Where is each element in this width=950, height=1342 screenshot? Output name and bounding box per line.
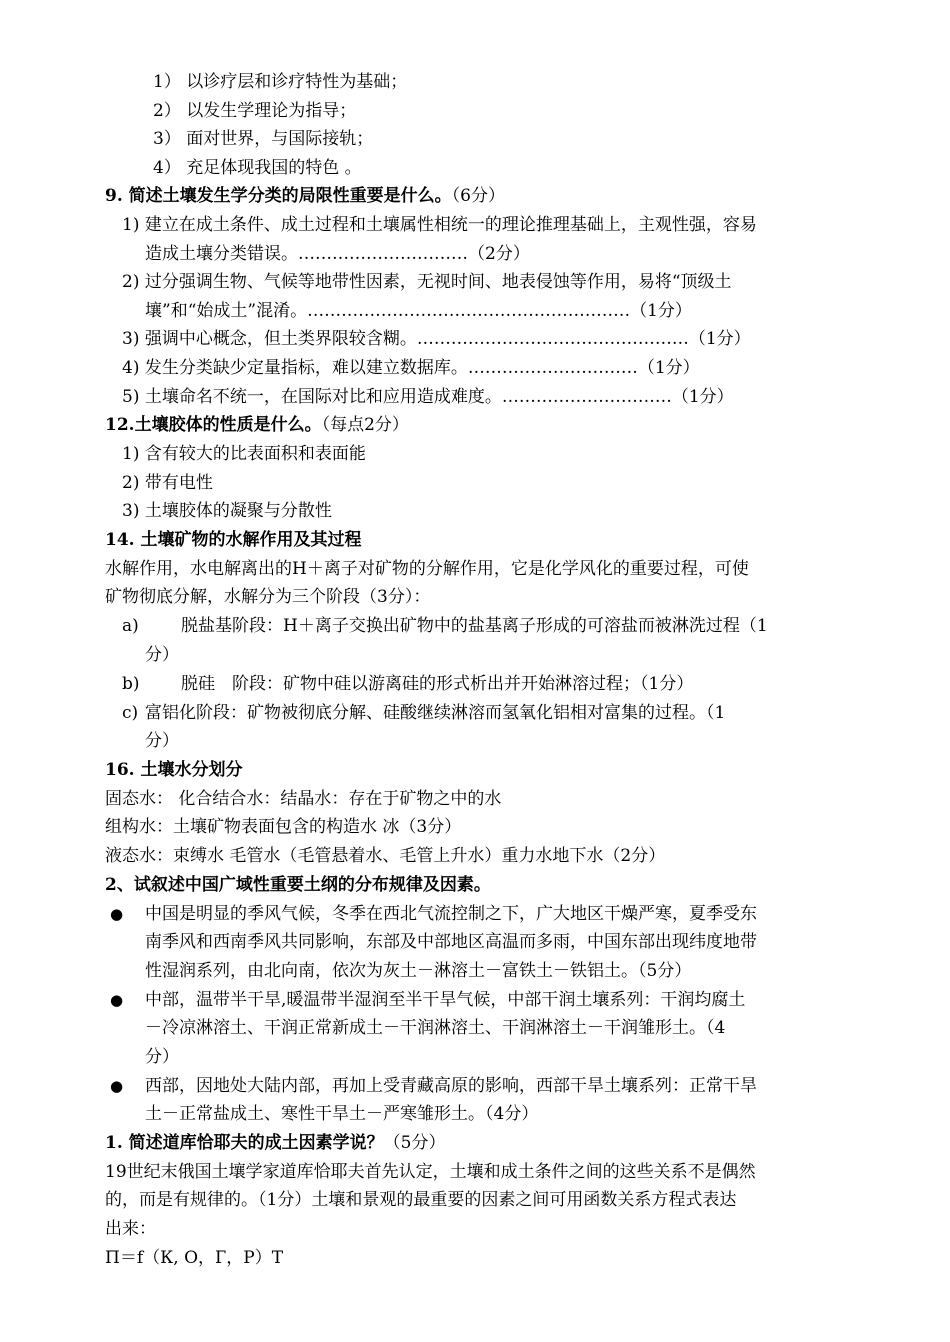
- q1-line: 的，而是有规律的。（1分）土壤和景观的最重要的因素之间可用函数关系方程式表达: [105, 1190, 737, 1210]
- question-1-heading: [105, 1129, 446, 1157]
- q9-item-2-line: 2) 过分强调生物、气候等地带性因素，无视时间、地表侵蚀等作用，易将“顶级土: [122, 272, 732, 292]
- q14-stage-c-line: 分）: [145, 731, 179, 751]
- question-12-heading: [105, 411, 409, 439]
- bullet-icon: ●: [110, 905, 124, 923]
- q9-item-5: 5) 土壤命名不统一，在国际对比和应用造成难度。…………………………（1分）: [122, 387, 734, 407]
- question-1-title: 1. 简述道库恰耶夫的成土因素学说？: [105, 1133, 384, 1153]
- intro-list-item: 3） 面对世界，与国际接轨；: [153, 129, 374, 149]
- q2-bullet-1-line: 中国是明显的季风气候，冬季在西北气流控制之下，广大地区干燥严寒，夏季受东: [145, 904, 757, 924]
- q14-stage-a-marker: a): [122, 616, 139, 636]
- intro-list-item: 1） 以诊疗层和诊疗特性为基础；: [153, 72, 408, 92]
- question-16-title: 16. 土壤水分划分: [105, 760, 243, 780]
- q1-line: 出来：: [105, 1219, 156, 1239]
- q1-line: 19世纪末俄国土壤学家道库恰耶夫首先认定，土壤和成土条件之间的这些关系不是偶然: [105, 1162, 756, 1182]
- question-9-heading: [105, 182, 505, 210]
- intro-list-item: 4） 充足体现我国的特色 。: [153, 158, 362, 178]
- question-12-score: （每点2分）: [321, 415, 409, 435]
- q14-intro-line: 矿物彻底分解，水解分为三个阶段（3分）：: [105, 587, 431, 607]
- q14-stage-c-marker: c): [122, 703, 139, 723]
- question-1-score: （5分）: [383, 1133, 446, 1153]
- q2-bullet-1-line: 性湿润系列，由北向南，依次为灰土－淋溶土－富铁土－铁铝土。（5分）: [145, 961, 692, 981]
- q9-item-4: 4) 发生分类缺少定量指标，难以建立数据库。…………………………（1分）: [122, 358, 700, 378]
- q16-line: 液态水：束缚水 毛管水（毛管悬着水、毛管上升水）重力水地下水（2分）: [105, 846, 666, 866]
- q14-stage-b-marker: b): [122, 674, 140, 694]
- q9-item-1-line: 1) 建立在成土条件、成土过程和土壤属性相统一的理论推理基础上，主观性强，容易: [122, 215, 757, 235]
- q12-item: 1) 含有较大的比表面积和表面能: [122, 444, 366, 464]
- q9-item-2-line: 壤”和“始成土”混淆。…………………………………………………（1分）: [145, 301, 692, 321]
- q12-item: 2) 带有电性: [122, 473, 213, 493]
- bullet-icon: ●: [110, 991, 124, 1009]
- q2-bullet-2-line: －冷凉淋溶土、干润正常新成土－干润淋溶土、干润淋溶土－干润雏形土。（4: [145, 1018, 726, 1038]
- q9-item-3: 3) 强调中心概念，但土类界限较含糊。…………………………………………（1分）: [122, 329, 751, 349]
- intro-list-item: 2） 以发生学理论为指导；: [153, 101, 357, 121]
- q2-bullet-2-line: 分）: [145, 1047, 179, 1067]
- q16-line: 固态水： 化合结合水：结晶水：存在于矿物之中的水: [105, 789, 502, 809]
- bullet-icon: ●: [110, 1077, 124, 1095]
- q14-stage-b-line: 脱硅 阶段：矿物中硅以游离硅的形式析出并开始淋溶过程；（1分）: [181, 674, 694, 694]
- question-12-title: 12.土壤胶体的性质是什么。: [105, 415, 322, 435]
- q14-stage-c-line: 富铝化阶段：矿物被彻底分解、硅酸继续淋溶而氢氧化铝相对富集的过程。（1: [145, 703, 726, 723]
- question-9-score: （6分）: [451, 186, 505, 206]
- question-14-title: 14. 土壤矿物的水解作用及其过程: [105, 530, 362, 550]
- question-2-title: 2、试叙述中国广域性重要土纲的分布规律及因素。: [105, 875, 491, 895]
- q2-bullet-3-line: 西部，因地处大陆内部，再加上受青藏高原的影响，西部干旱土壤系列：正常干旱: [145, 1076, 757, 1096]
- q9-item-1-line: 造成土壤分类错误。…………………………（2分）: [145, 244, 530, 264]
- q12-item: 3) 土壤胶体的凝聚与分散性: [122, 501, 332, 521]
- question-9-title: 9. 简述土壤发生学分类的局限性重要是什么。: [105, 186, 452, 206]
- q2-bullet-3-line: 土－正常盐成土、寒性干旱土－严寒雏形土。（4分）: [145, 1104, 539, 1124]
- q14-intro-line: 水解作用，水电解离出的H＋离子对矿物的分解作用，它是化学风化的重要过程，可使: [105, 559, 749, 579]
- q16-line: 组构水：土壤矿物表面包含的构造水 冰（3分）: [105, 817, 462, 837]
- q2-bullet-2-line: 中部，温带半干旱,暖温带半湿润至半干旱气候，中部干润土壤系列：干润均腐土: [145, 990, 746, 1010]
- q14-stage-a-line: 脱盐基阶段：H＋离子交换出矿物中的盐基离子形成的可溶盐而被淋洗过程（1: [181, 616, 768, 636]
- q1-formula: Π＝f（К, О，Г，Р）Т: [105, 1248, 284, 1268]
- q14-stage-a-line: 分）: [145, 645, 179, 665]
- q2-bullet-1-line: 南季风和西南季风共同影响，东部及中部地区高温而多雨，中国东部出现纬度地带: [145, 932, 757, 952]
